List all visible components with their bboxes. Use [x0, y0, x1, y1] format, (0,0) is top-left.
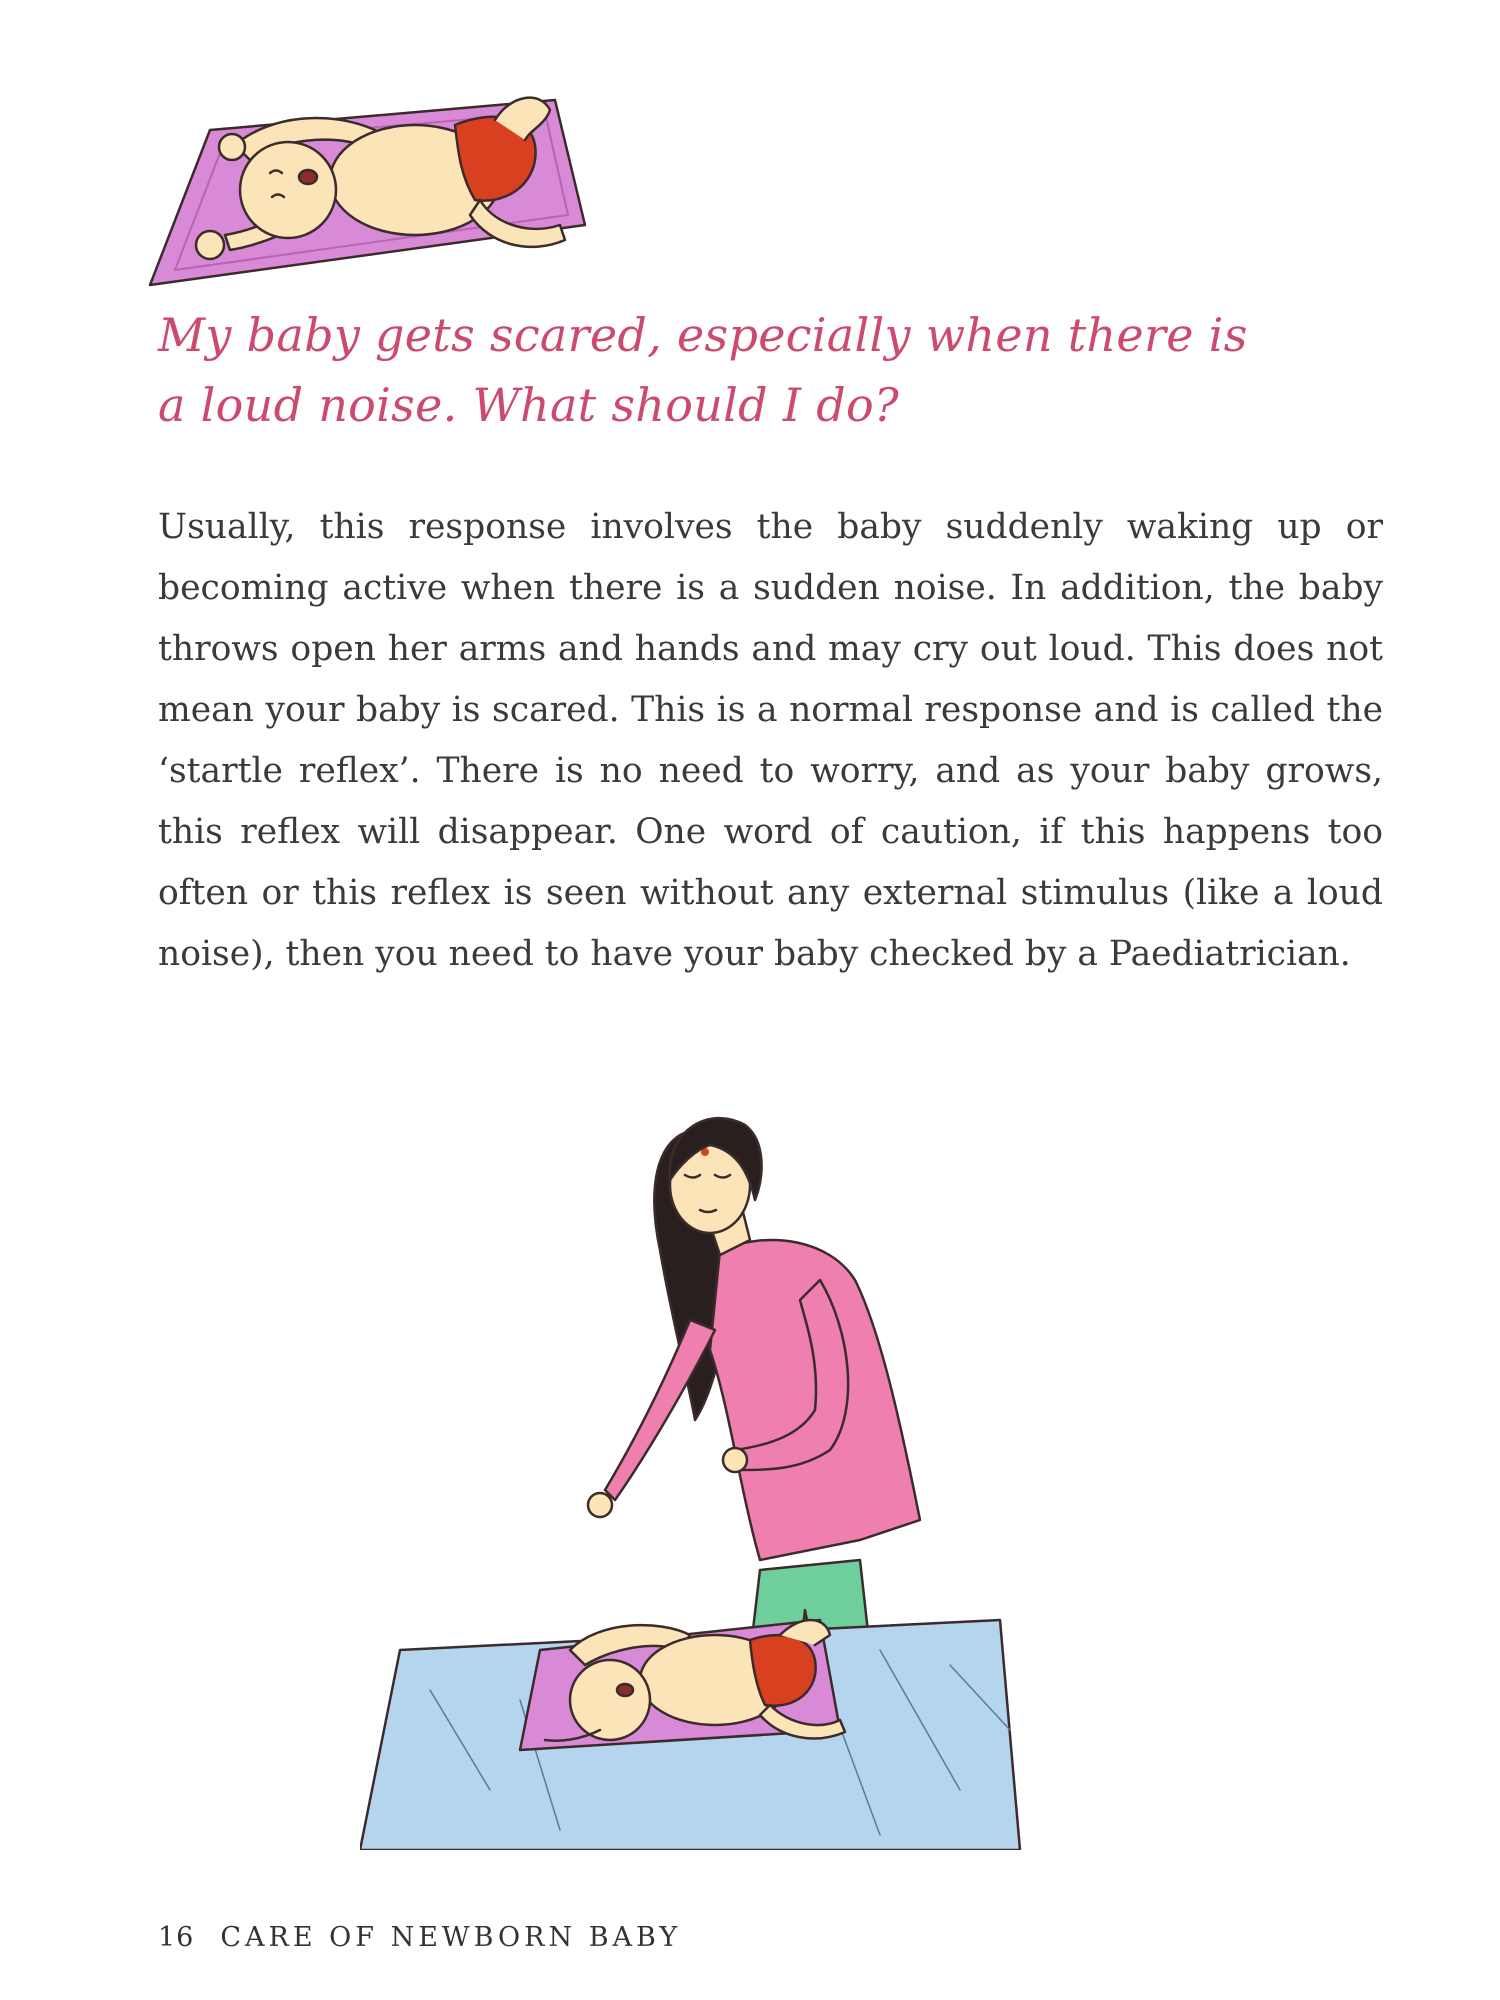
mother-with-baby-illustration: [360, 1090, 1120, 1850]
page-footer: [158, 1922, 681, 1953]
baby-on-mat-illustration: [140, 85, 610, 300]
book-title: CARE OF NEWBORN BABY: [220, 1922, 682, 1953]
page-number: 16: [158, 1922, 195, 1953]
question-line: My baby gets scared, especially when there is: [158, 308, 1248, 362]
question-line: a loud noise. What should I do?: [158, 378, 899, 432]
question-heading: [158, 300, 1388, 440]
answer-paragraph: Usually, this response involves the baby suddenly waking up or becoming active when there is a sudden noise. In addition, the baby throws open her arms and hands and may cry out loud. This does not mean your baby is scared. This is a normal response and is called the ‘startle reflex’. There is no need to worry, and as your baby grows, this reflex will disappear. One word of caution, if this happens too often or this reflex is seen without any external stimulus (like a loud noise), then you need to have your baby checked by a Paediatrician.: [158, 507, 1383, 974]
